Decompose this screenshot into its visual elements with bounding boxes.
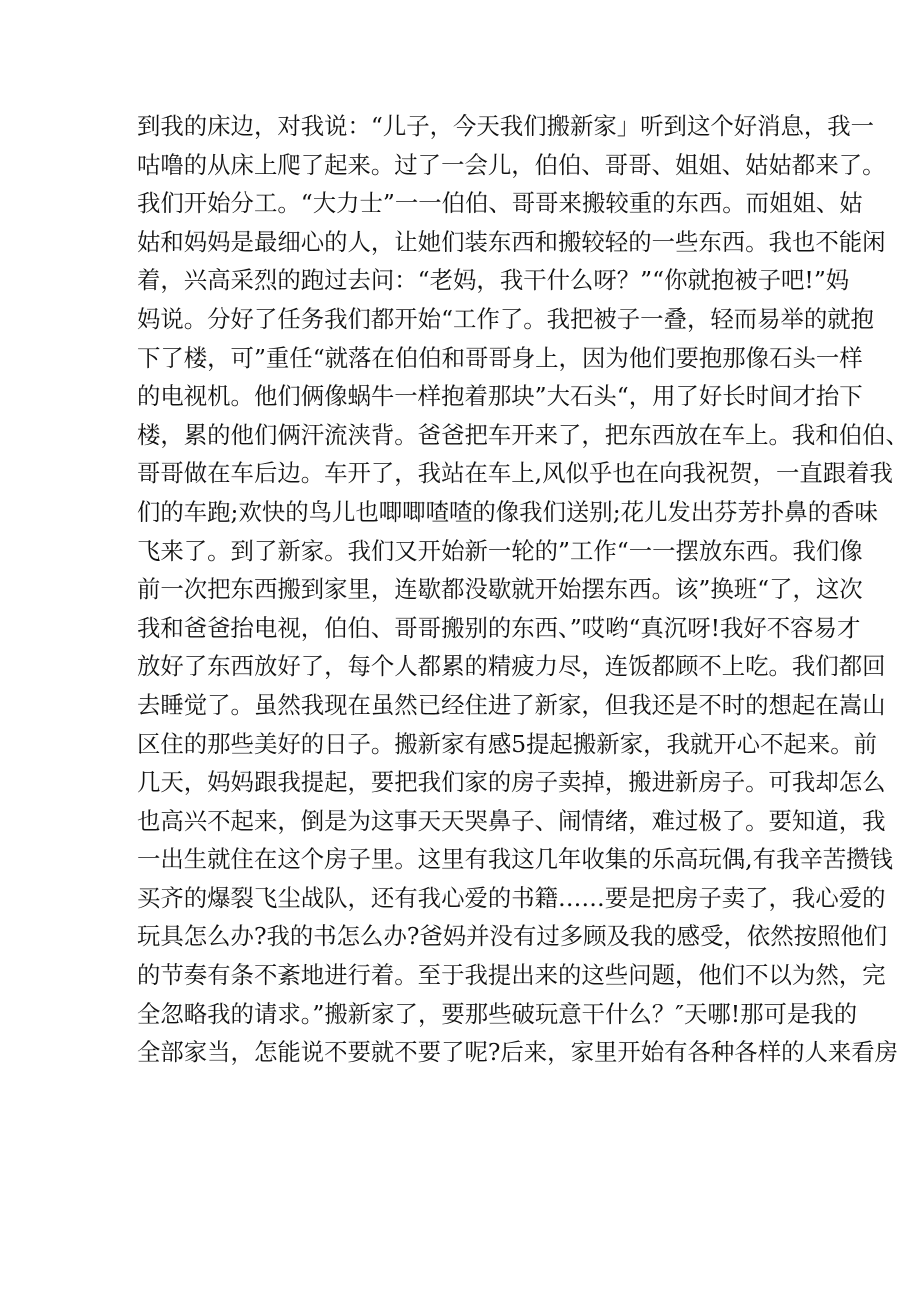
text-line: 着，兴高采烈的跑过去问：“老妈，我干什么呀？”“你就抱被子吧!”妈 [137,266,850,295]
text-line: 的节奏有条不紊地进行着。至于我提出来的这些问题，他们不以为然，完 [137,961,886,990]
text-line: 姑和妈妈是最细心的人，让她们装东西和搬较轻的一些东西。我也不能闲 [137,227,886,256]
text-line: 我们开始分工。“大力士”一一伯伯、哥哥来搬较重的东西。而姐姐、姑 [137,189,863,218]
text-line: 下了楼，可”重任“就落在伯伯和哥哥身上，因为他们要抱那像石头一样 [137,343,863,372]
text-line: 们的车跑;欢快的鸟儿也唧唧喳喳的像我们送别;花儿发出芬芳扑鼻的香味 [137,497,878,526]
text-line: 也高兴不起来，倒是为这事天天哭鼻子、闹情绪，难过极了。要知道，我 [137,806,886,835]
text-line: 玩具怎么办?我的书怎么办?爸妈并没有过多顾及我的感受，依然按照他们 [137,922,888,951]
text-line: 全忽略我的请求。”搬新家了，要那些破玩意干什么？″天哪!那可是我的 [137,999,858,1028]
body-text [137,107,909,1072]
text-line: 前一次把东西搬到家里，连歇都没歇就开始摆东西。该”换班“了，这次 [137,575,863,604]
text-line: 一出生就住在这个房子里。这里有我这几年收集的乐高玩偶,有我辛苦攒钱 [137,845,893,874]
text-line: 我和爸爸抬电视，伯伯、哥哥搬别的东西、”哎哟“真沉呀!我好不容易才 [137,613,861,642]
text-line: 区住的那些美好的日子。搬新家有感5提起搬新家，我就开心不起来。前 [137,729,877,758]
text-line: 去睡觉了。虽然我现在虽然已经住进了新家，但我还是不时的想起在嵩山 [137,690,886,719]
text-line: 的电视机。他们俩像蜗牛一样抱着那块”大石头“，用了好长时间才抬下 [137,382,863,411]
text-line: 哥哥做在车后边。车开了，我站在车上,风似乎也在向我祝贺，一直跟着我 [137,459,893,488]
text-line: 放好了东西放好了，每个人都累的精疲力尽，连饭都顾不上吃。我们都回 [137,652,886,681]
text-line: 到我的床边，对我说：“儿子，今天我们搬新家」听到这个好消息，我一 [137,112,875,140]
text-line: 买齐的爆裂飞尘战队，还有我心爱的书籍……要是把房子卖了，我心爱的 [137,883,886,912]
text-line: 咕噜的从床上爬了起来。过了一会儿，伯伯、哥哥、姐姐、姑姑都来了。 [137,150,886,179]
text-line: 飞来了。到了新家。我们又开始新一轮的”工作“一一摆放东西。我们像 [137,536,863,565]
text-line: 几天，妈妈跟我提起，要把我们家的房子卖掉，搬进新房子。可我却怎么 [137,768,886,797]
text-line: 楼，累的他们俩汗流浃背。爸爸把车开来了，把东西放在车上。我和伯伯、 [137,420,909,449]
text-line: 全部家当，怎能说不要就不要了呢?后来，家里开始有各种各样的人来看房 [137,1038,899,1067]
text-line: 妈说。分好了任务我们都开始“工作了。我把被子一叠，轻而易举的就抱 [137,304,875,333]
